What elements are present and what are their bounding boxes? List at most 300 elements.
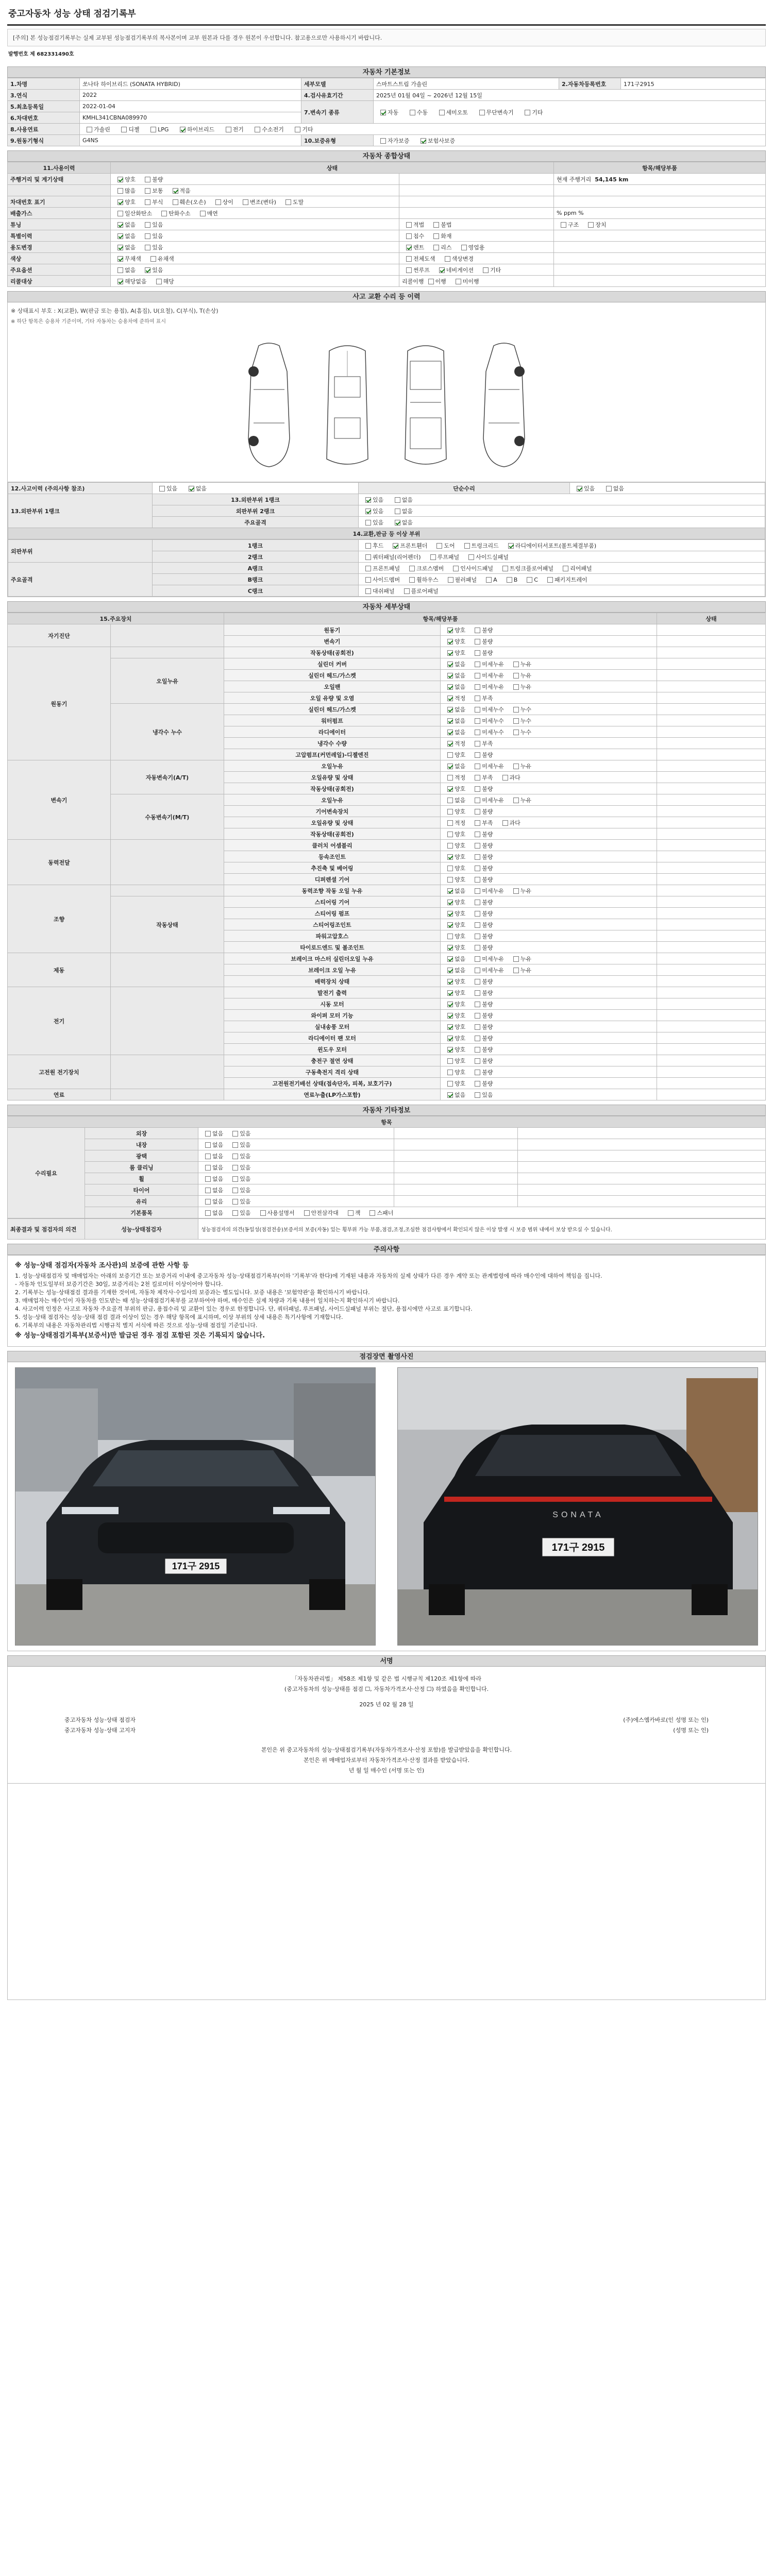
detail-sub bbox=[111, 840, 224, 885]
option[interactable] bbox=[113, 278, 147, 285]
option[interactable] bbox=[429, 233, 451, 240]
detail-item: 원동기 bbox=[224, 624, 441, 636]
option[interactable] bbox=[443, 1069, 465, 1076]
other-row bbox=[8, 1128, 766, 1139]
option[interactable] bbox=[509, 797, 531, 804]
option[interactable] bbox=[509, 888, 531, 894]
option[interactable] bbox=[113, 256, 141, 262]
option[interactable] bbox=[228, 1142, 250, 1148]
option[interactable] bbox=[470, 1046, 493, 1053]
option[interactable] bbox=[201, 1153, 223, 1160]
option[interactable] bbox=[211, 199, 233, 206]
option[interactable] bbox=[470, 978, 493, 985]
option[interactable] bbox=[228, 1210, 250, 1216]
option[interactable] bbox=[559, 565, 592, 572]
opt-accident-yes[interactable]: 있음 bbox=[155, 485, 177, 492]
detail-item: 스티어링 기어 bbox=[224, 896, 441, 908]
option[interactable] bbox=[169, 199, 206, 206]
option[interactable] bbox=[443, 661, 465, 668]
detail-sub bbox=[111, 624, 224, 647]
option[interactable] bbox=[502, 577, 518, 583]
repair-legend: ※ 상태표시 부호 : X(교환), W(판금 또는 용접), A(흠집), U(요철), C(부식), T(손상) bbox=[11, 308, 219, 314]
option[interactable] bbox=[256, 1210, 295, 1216]
option[interactable] bbox=[443, 808, 465, 815]
option[interactable] bbox=[365, 1210, 393, 1216]
option[interactable] bbox=[523, 577, 538, 583]
option[interactable] bbox=[470, 661, 504, 668]
option[interactable] bbox=[429, 244, 451, 251]
checkbox-icon bbox=[380, 110, 386, 115]
option-label: 양호 bbox=[455, 831, 466, 838]
option[interactable] bbox=[470, 763, 504, 770]
checkbox-icon bbox=[232, 1165, 238, 1171]
option[interactable] bbox=[402, 244, 424, 251]
option[interactable] bbox=[432, 543, 455, 549]
option[interactable] bbox=[113, 176, 136, 183]
option[interactable] bbox=[498, 820, 520, 826]
mileage-value: 54,145 km bbox=[595, 176, 629, 183]
option[interactable] bbox=[141, 199, 163, 206]
option[interactable] bbox=[470, 786, 493, 792]
option[interactable] bbox=[509, 718, 531, 724]
option[interactable] bbox=[443, 842, 465, 849]
option[interactable] bbox=[451, 278, 479, 285]
checkbox-icon bbox=[447, 934, 453, 939]
opt-rank1-no[interactable] bbox=[391, 497, 413, 503]
detail-state bbox=[657, 828, 766, 840]
checkbox-icon bbox=[447, 854, 453, 860]
option[interactable] bbox=[482, 577, 497, 583]
option[interactable] bbox=[113, 188, 136, 194]
option[interactable] bbox=[113, 222, 136, 228]
checkbox-icon bbox=[508, 543, 514, 549]
option[interactable] bbox=[443, 865, 465, 872]
general-row-mid bbox=[399, 219, 554, 230]
option[interactable] bbox=[426, 554, 460, 561]
opt-fuel-etc[interactable]: 기타 bbox=[291, 126, 313, 133]
option[interactable] bbox=[405, 577, 439, 583]
option[interactable] bbox=[443, 933, 465, 940]
option[interactable] bbox=[509, 729, 531, 736]
option[interactable] bbox=[141, 244, 163, 251]
checkbox-icon bbox=[447, 968, 453, 973]
option[interactable] bbox=[239, 199, 276, 206]
option[interactable] bbox=[443, 740, 465, 747]
other-options bbox=[198, 1128, 394, 1139]
option[interactable] bbox=[443, 990, 465, 996]
option[interactable] bbox=[509, 763, 531, 770]
checkbox-icon bbox=[453, 566, 459, 571]
detail-head-detail: 항목/해당부품 bbox=[224, 613, 657, 624]
option[interactable] bbox=[443, 1092, 465, 1098]
opt-simple-no[interactable]: 없음 bbox=[602, 485, 624, 492]
opt-rank2-yes[interactable] bbox=[361, 508, 383, 515]
checkbox-icon bbox=[475, 1036, 480, 1041]
option-label: 있음 bbox=[152, 266, 163, 274]
option-label: 양호 bbox=[455, 1080, 466, 1087]
opt-auto[interactable]: 자동 bbox=[376, 109, 398, 116]
checkbox-icon bbox=[447, 979, 453, 985]
checkbox-icon bbox=[475, 752, 480, 758]
option[interactable] bbox=[228, 1187, 250, 1194]
detail-options bbox=[441, 692, 657, 704]
option[interactable] bbox=[152, 278, 174, 285]
sign-line-4: 본인은 위 매매업자로부터 자동차가격조사·산정 결과를 받았습니다. bbox=[303, 1757, 469, 1764]
option[interactable] bbox=[443, 820, 465, 826]
car-left-side-icon bbox=[238, 341, 300, 469]
option[interactable] bbox=[443, 797, 465, 804]
option[interactable] bbox=[443, 956, 465, 962]
option[interactable] bbox=[201, 1198, 223, 1205]
general-row-detail bbox=[554, 264, 766, 276]
option[interactable] bbox=[344, 1210, 361, 1216]
option[interactable] bbox=[509, 661, 531, 668]
general-row-mid bbox=[399, 174, 554, 185]
detail-options bbox=[441, 715, 657, 726]
option[interactable] bbox=[405, 565, 444, 572]
option-label: 있음 bbox=[482, 1091, 493, 1098]
option[interactable] bbox=[443, 831, 465, 838]
opt-main-yes[interactable] bbox=[361, 519, 383, 526]
option[interactable] bbox=[443, 899, 465, 906]
checkbox-icon bbox=[255, 127, 260, 132]
opt-main-no[interactable] bbox=[391, 519, 413, 526]
option[interactable] bbox=[470, 842, 493, 849]
label-main-parts: 주요골격 bbox=[8, 563, 153, 597]
option[interactable] bbox=[157, 210, 191, 217]
option[interactable] bbox=[201, 1142, 223, 1148]
option-label: 있음 bbox=[240, 1175, 251, 1182]
option[interactable] bbox=[557, 222, 579, 228]
option[interactable] bbox=[441, 256, 474, 262]
option[interactable] bbox=[504, 543, 596, 549]
option[interactable] bbox=[584, 222, 606, 228]
opt-lpg[interactable]: LPG bbox=[146, 126, 169, 133]
option[interactable] bbox=[479, 267, 501, 274]
option[interactable] bbox=[509, 684, 531, 690]
option[interactable] bbox=[201, 1187, 223, 1194]
opt-rank2-no[interactable] bbox=[391, 508, 413, 515]
option[interactable] bbox=[470, 1069, 493, 1076]
option[interactable] bbox=[470, 967, 504, 974]
option[interactable] bbox=[228, 1130, 250, 1137]
option[interactable] bbox=[228, 1198, 250, 1205]
option[interactable] bbox=[470, 706, 504, 713]
option[interactable] bbox=[498, 565, 553, 572]
option[interactable] bbox=[169, 188, 191, 194]
checkbox-icon bbox=[365, 509, 371, 514]
opt-manual[interactable]: 수동 bbox=[406, 109, 428, 116]
option[interactable] bbox=[443, 684, 465, 690]
checkbox-icon bbox=[447, 798, 453, 803]
option-label: 양호 bbox=[455, 876, 466, 883]
checkbox-icon bbox=[448, 577, 453, 583]
option[interactable] bbox=[470, 899, 493, 906]
option-label: 불량 bbox=[482, 831, 493, 838]
option[interactable] bbox=[443, 729, 465, 736]
option[interactable] bbox=[470, 808, 493, 815]
general-row-options bbox=[111, 276, 399, 287]
other-extra2 bbox=[518, 1128, 766, 1139]
option[interactable] bbox=[141, 233, 163, 240]
option[interactable] bbox=[443, 1080, 465, 1087]
option[interactable] bbox=[361, 543, 383, 549]
option[interactable] bbox=[470, 797, 504, 804]
option-label: 루프패널 bbox=[437, 553, 460, 561]
opt-etc[interactable]: 기타 bbox=[520, 109, 543, 116]
option[interactable] bbox=[470, 627, 493, 634]
option[interactable] bbox=[300, 1210, 339, 1216]
option[interactable] bbox=[113, 233, 136, 240]
detail-options bbox=[441, 817, 657, 828]
other-row bbox=[8, 1184, 766, 1196]
option[interactable] bbox=[443, 1001, 465, 1008]
option-label: 썬루프 bbox=[413, 266, 430, 274]
option-label: 누수 bbox=[520, 706, 532, 713]
option[interactable] bbox=[201, 1176, 223, 1182]
option[interactable] bbox=[361, 588, 395, 595]
option[interactable] bbox=[443, 718, 465, 724]
option[interactable] bbox=[201, 1130, 223, 1137]
option[interactable] bbox=[141, 188, 163, 194]
opt-rank1-yes[interactable] bbox=[361, 497, 383, 503]
option[interactable] bbox=[498, 774, 520, 781]
option[interactable] bbox=[470, 1012, 493, 1019]
option[interactable] bbox=[113, 199, 136, 206]
checkbox-icon bbox=[150, 127, 156, 132]
general-row-detail bbox=[554, 185, 766, 196]
option[interactable] bbox=[470, 672, 504, 679]
general-row-options bbox=[111, 196, 399, 208]
option[interactable] bbox=[443, 752, 465, 758]
option-label: 불량 bbox=[152, 176, 163, 183]
checkbox-icon bbox=[421, 138, 426, 144]
option[interactable] bbox=[443, 922, 465, 928]
option[interactable] bbox=[470, 695, 493, 702]
option-label: 기타 bbox=[490, 266, 501, 274]
option[interactable] bbox=[443, 1024, 465, 1030]
option[interactable] bbox=[470, 854, 493, 860]
option[interactable] bbox=[470, 650, 493, 656]
detail-row bbox=[8, 840, 766, 851]
option[interactable] bbox=[389, 543, 427, 549]
opt-accident-no[interactable]: 없음 bbox=[184, 485, 207, 492]
option[interactable] bbox=[449, 565, 493, 572]
detail-state bbox=[657, 806, 766, 817]
option[interactable] bbox=[543, 577, 587, 583]
option[interactable] bbox=[443, 1035, 465, 1042]
detail-row bbox=[8, 794, 766, 806]
option[interactable] bbox=[443, 1058, 465, 1064]
option-label: 구조 bbox=[568, 221, 579, 228]
detail-options bbox=[441, 885, 657, 896]
value-car-name: 쏘나타 하이브리드 (SONATA HYBRID) bbox=[80, 78, 301, 90]
option-label: 누유 bbox=[520, 796, 532, 804]
option[interactable] bbox=[470, 740, 493, 747]
detail-sub bbox=[111, 987, 224, 1055]
checkbox-icon bbox=[475, 1047, 480, 1053]
option[interactable] bbox=[457, 244, 485, 251]
option[interactable] bbox=[470, 774, 493, 781]
option[interactable] bbox=[113, 244, 136, 251]
opt-hydrogen[interactable]: 수소전기 bbox=[250, 126, 284, 133]
option[interactable] bbox=[443, 650, 465, 656]
checkbox-icon bbox=[205, 1176, 211, 1182]
option[interactable] bbox=[470, 944, 493, 951]
other-extra bbox=[394, 1173, 518, 1184]
opt-diesel[interactable]: 디젤 bbox=[117, 126, 139, 133]
option[interactable] bbox=[443, 978, 465, 985]
opt-gasoline[interactable]: 가솔린 bbox=[82, 126, 110, 133]
checkbox-icon bbox=[475, 786, 480, 792]
detail-group: 고전원 전기장치 bbox=[8, 1055, 111, 1089]
opt-self-warranty[interactable]: 자가보증 bbox=[376, 138, 410, 144]
option[interactable] bbox=[470, 888, 504, 894]
option[interactable] bbox=[470, 1024, 493, 1030]
option[interactable] bbox=[470, 922, 493, 928]
general-row bbox=[8, 264, 766, 276]
option[interactable] bbox=[470, 910, 493, 917]
checkbox-icon bbox=[527, 577, 532, 583]
general-row-options bbox=[111, 253, 399, 264]
label-opinion-sub: 성능·상태점검자 bbox=[85, 1219, 198, 1240]
option[interactable] bbox=[146, 256, 174, 262]
option[interactable] bbox=[361, 565, 400, 572]
option-label: 불량 bbox=[482, 876, 493, 883]
option[interactable] bbox=[443, 672, 465, 679]
option[interactable] bbox=[435, 267, 474, 274]
option[interactable] bbox=[141, 222, 163, 228]
option[interactable] bbox=[400, 588, 439, 595]
general-row-label: 리콜대상 bbox=[8, 276, 111, 287]
general-row-options bbox=[111, 219, 399, 230]
option[interactable] bbox=[113, 210, 152, 217]
checkbox-icon bbox=[447, 956, 453, 962]
other-extra bbox=[394, 1196, 518, 1207]
option[interactable] bbox=[201, 1210, 223, 1216]
option[interactable] bbox=[470, 718, 504, 724]
detail-item: 구동축전지 격리 상태 bbox=[224, 1066, 441, 1078]
option[interactable] bbox=[113, 267, 136, 274]
option[interactable] bbox=[443, 1012, 465, 1019]
option-label: 불량 bbox=[482, 978, 493, 985]
option-label: 불법 bbox=[441, 221, 452, 228]
option-label: 인사이드패널 bbox=[460, 565, 494, 572]
option[interactable] bbox=[402, 256, 435, 262]
option[interactable] bbox=[429, 222, 451, 228]
checkbox-icon bbox=[464, 543, 470, 549]
option[interactable] bbox=[402, 267, 430, 274]
option[interactable] bbox=[201, 1164, 223, 1171]
option[interactable] bbox=[470, 831, 493, 838]
option[interactable] bbox=[141, 267, 163, 274]
opt-insurer-warranty[interactable]: 보험사보증 bbox=[416, 138, 455, 144]
option[interactable] bbox=[470, 933, 493, 940]
option-label: 불량 bbox=[482, 751, 493, 758]
option[interactable] bbox=[228, 1153, 250, 1160]
option[interactable] bbox=[509, 672, 531, 679]
option[interactable] bbox=[470, 876, 493, 883]
rank-label: 2랭크 bbox=[153, 551, 359, 563]
option[interactable] bbox=[424, 278, 446, 285]
option[interactable] bbox=[443, 876, 465, 883]
option[interactable] bbox=[402, 233, 424, 240]
option[interactable] bbox=[361, 554, 421, 561]
label-fuel: 8.사용연료 bbox=[8, 124, 80, 135]
option[interactable] bbox=[470, 638, 493, 645]
option[interactable] bbox=[443, 763, 465, 770]
option[interactable] bbox=[470, 956, 504, 962]
option[interactable] bbox=[443, 774, 465, 781]
option[interactable] bbox=[464, 554, 509, 561]
general-row-detail bbox=[554, 196, 766, 208]
option-label: 양호 bbox=[455, 1012, 466, 1019]
option[interactable] bbox=[443, 888, 465, 894]
option[interactable] bbox=[443, 695, 465, 702]
option[interactable] bbox=[470, 1080, 493, 1087]
opt-hybrid[interactable]: 하이브리드 bbox=[176, 126, 214, 133]
value-vin: KMHL341CBNA089970 bbox=[80, 112, 301, 124]
option[interactable] bbox=[470, 1058, 493, 1064]
rear-brand-text: SONATA bbox=[552, 1511, 604, 1519]
option[interactable] bbox=[228, 1164, 250, 1171]
option[interactable] bbox=[470, 1092, 493, 1098]
option[interactable] bbox=[228, 1176, 250, 1182]
opt-cvt[interactable]: 무단변속기 bbox=[475, 109, 514, 116]
opt-electric[interactable]: 전기 bbox=[222, 126, 244, 133]
option[interactable] bbox=[443, 944, 465, 951]
option[interactable] bbox=[470, 990, 493, 996]
option[interactable] bbox=[443, 967, 465, 974]
option[interactable] bbox=[470, 865, 493, 872]
opt-label: 없음 bbox=[401, 519, 413, 526]
checkbox-icon bbox=[486, 577, 492, 583]
option-label: 전체도색 bbox=[413, 255, 435, 262]
option[interactable] bbox=[470, 752, 493, 758]
opt-semi[interactable]: 세미오토 bbox=[435, 109, 468, 116]
option[interactable] bbox=[141, 176, 163, 183]
option[interactable] bbox=[443, 706, 465, 713]
option[interactable] bbox=[470, 1001, 493, 1008]
option[interactable] bbox=[470, 1035, 493, 1042]
option-label: 없음 bbox=[455, 967, 466, 974]
option[interactable] bbox=[509, 706, 531, 713]
detail-sub: 오일누유 bbox=[111, 658, 224, 704]
option[interactable] bbox=[509, 967, 531, 974]
option[interactable] bbox=[509, 956, 531, 962]
option[interactable] bbox=[470, 729, 504, 736]
option[interactable] bbox=[470, 820, 493, 826]
option[interactable] bbox=[443, 854, 465, 860]
option[interactable] bbox=[470, 684, 504, 690]
option[interactable] bbox=[443, 627, 465, 634]
option[interactable] bbox=[443, 638, 465, 645]
option[interactable] bbox=[443, 786, 465, 792]
option[interactable] bbox=[361, 577, 400, 583]
option[interactable] bbox=[196, 210, 218, 217]
option[interactable] bbox=[402, 222, 424, 228]
option[interactable] bbox=[443, 1046, 465, 1053]
option[interactable] bbox=[444, 577, 477, 583]
option[interactable] bbox=[460, 543, 499, 549]
option[interactable] bbox=[281, 199, 304, 206]
checkbox-icon bbox=[475, 832, 480, 837]
option[interactable] bbox=[443, 910, 465, 917]
option-label: 없음 bbox=[212, 1187, 224, 1194]
opt-simple-yes[interactable]: 있음 bbox=[573, 485, 595, 492]
label-outer-rank1: 13.외판부위 1랭크 bbox=[153, 494, 359, 505]
detail-sub bbox=[111, 1055, 224, 1089]
